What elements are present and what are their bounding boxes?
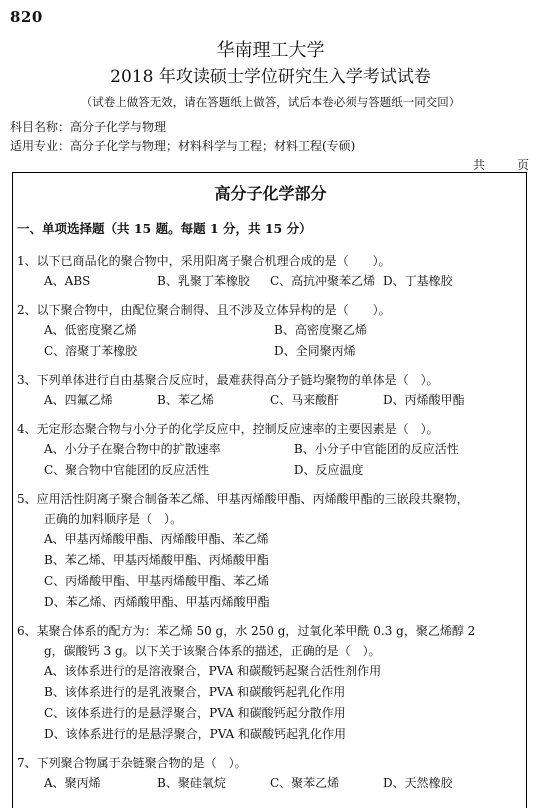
option: A、四氟乙烯 xyxy=(44,393,113,407)
exam-notice: （试卷上做答无效，请在答题纸上做答，试后本卷必须与答题纸一同交回） xyxy=(80,95,461,109)
pages-label: 页 xyxy=(516,158,529,172)
option: D、反应温度 xyxy=(293,463,364,477)
options-row xyxy=(17,271,522,292)
options-row xyxy=(17,460,522,481)
option: D、丁基橡胶 xyxy=(383,274,453,288)
option: A、聚丙烯 xyxy=(44,776,101,790)
option: C、该体系进行的是悬浮聚合，PVA 和碳酸钙起分散作用 xyxy=(44,706,346,720)
exam-title: 2018 年攻读硕士学位研究生入学考试试卷 xyxy=(110,67,431,87)
question-text: 6、某聚合体系的配方为：苯乙烯 50 g，水 250 g，过氧化苯甲酰 0.3 g，聚乙烯醇 2 xyxy=(17,624,476,638)
options-row xyxy=(17,550,522,571)
question-text-continued: g，碳酸钙 3 g。以下关于该聚合体系的描述，正确的是（ ）。 xyxy=(44,644,381,658)
section-title: 高分子化学部分 xyxy=(214,184,327,203)
question xyxy=(17,370,522,411)
question xyxy=(17,419,522,481)
option: B、苯乙烯、甲基丙烯酸甲酯、丙烯酸甲酯 xyxy=(44,553,269,567)
option: D、丙烯酸甲酯 xyxy=(383,393,465,407)
options-row xyxy=(17,724,522,745)
option: D、全同聚丙烯 xyxy=(274,344,356,358)
option: C、马来酸酐 xyxy=(270,393,340,407)
options-row xyxy=(17,592,522,613)
options-row xyxy=(17,661,522,682)
option: B、小分子中官能团的反应活性 xyxy=(293,442,459,456)
question xyxy=(17,621,522,745)
option: D、天然橡胶 xyxy=(383,776,453,790)
option: D、苯乙烯、丙烯酸甲酯、甲基丙烯酸甲酯 xyxy=(44,595,270,609)
total-label: 共 xyxy=(472,158,485,172)
option: C、丙烯酸甲酯、甲基丙烯酸甲酯、苯乙烯 xyxy=(44,574,270,588)
options-row xyxy=(17,320,522,341)
subject-name: 科目名称：高分子化学与物理 xyxy=(10,120,167,134)
question xyxy=(17,753,522,794)
part-title: 一、单项选择题（共 15 题。每题 1 分，共 15 分） xyxy=(17,221,312,236)
option: A、小分子在聚合物中的扩散速率 xyxy=(44,442,221,456)
option: C、溶聚丁苯橡胶 xyxy=(44,344,138,358)
question-list xyxy=(17,251,522,802)
options-row xyxy=(17,571,522,592)
applicable-majors: 适用专业：高分子化学与物理；材料科学与工程；材料工程(专硕) xyxy=(10,139,356,153)
question xyxy=(17,300,522,362)
university-name: 华南理工大学 xyxy=(216,40,325,61)
option: B、该体系进行的是乳液聚合，PVA 和碳酸钙起乳化作用 xyxy=(44,685,346,699)
options-row xyxy=(17,390,522,411)
options-row xyxy=(17,529,522,550)
option: A、低密度聚乙烯 xyxy=(44,323,137,337)
option: A、该体系进行的是溶液聚合，PVA 和碳酸钙起聚合活性剂作用 xyxy=(44,664,382,678)
option: B、高密度聚乙烯 xyxy=(274,323,367,337)
question xyxy=(17,489,522,613)
options-row xyxy=(17,773,522,794)
page-count xyxy=(441,156,529,173)
options-row xyxy=(17,439,522,460)
option: B、聚硅氧烷 xyxy=(157,776,226,790)
options-row xyxy=(17,703,522,724)
option: B、苯乙烯 xyxy=(157,393,214,407)
question-text: 4、无定形态聚合物与小分子的化学反应中，控制反应速率的主要因素是（ ）。 xyxy=(17,422,439,436)
option: B、乳聚丁苯橡胶 xyxy=(157,274,250,288)
question-text: 5、应用活性阴离子聚合制备苯乙烯、甲基丙烯酸甲酯、丙烯酸甲酯的三嵌段共聚物， xyxy=(17,492,469,506)
option: D、该体系进行的是悬浮聚合，PVA 和碳酸钙起乳化作用 xyxy=(44,727,347,741)
question xyxy=(17,251,522,292)
question-text: 2、以下聚合物中，由配位聚合制得、且不涉及立体异构的是（ ）。 xyxy=(17,303,391,317)
options-row xyxy=(17,682,522,703)
option: C、高抗冲聚苯乙烯 xyxy=(270,274,376,288)
exam-code: 820 xyxy=(10,8,43,26)
option: C、聚苯乙烯 xyxy=(270,776,340,790)
question-text: 1、以下已商品化的聚合物中，采用阳离子聚合机理合成的是（ ）。 xyxy=(17,254,391,268)
question-text: 7、下列聚合物属于杂链聚合物的是（ ）。 xyxy=(17,756,247,770)
option: A、甲基丙烯酸甲酯、丙烯酸甲酯、苯乙烯 xyxy=(44,532,269,546)
options-row xyxy=(17,341,522,362)
question-text: 3、下列单体进行自由基聚合反应时，最难获得高分子链均聚物的单体是（ ）。 xyxy=(17,373,439,387)
question-text-continued: 正确的加料顺序是（ ）。 xyxy=(44,512,183,526)
option: A、ABS xyxy=(44,274,91,288)
option: C、聚合物中官能团的反应活性 xyxy=(44,463,210,477)
exam-content-frame xyxy=(12,172,527,808)
